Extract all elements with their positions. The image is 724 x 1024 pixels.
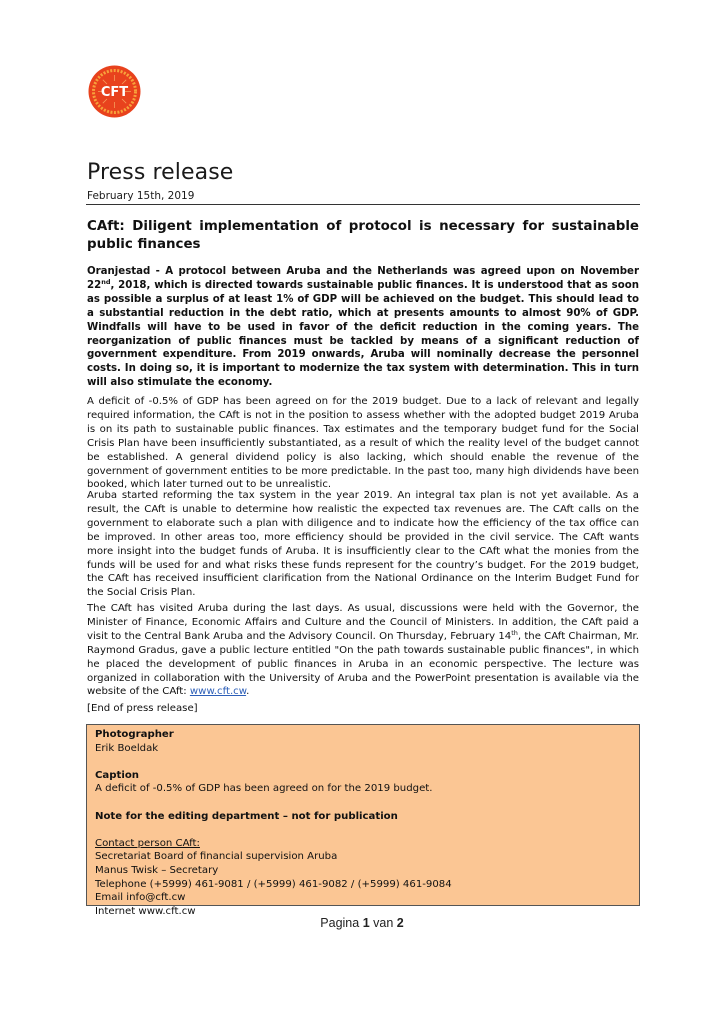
caption-label: Caption: [95, 769, 139, 781]
p3-text-1: The CAft has visited Aruba during the last days. As usual, discussions were held with the Governor, the Minister of Finance, Economic Affairs and Culture and the Council of Ministers. In addition, the CAft paid a visit to the Central Bank Aruba and the Advisory Council. On Thursday, February 14: [87, 603, 639, 642]
p3-text-2: , the CAft Chairman, Mr. Raymond Gradus, gave a public lecture entitled "On the path towards sustainable public finances", in which he placed the development of public finances in Aruba in an economic perspective. The lecture was organized in collaboration with the University of Aruba and the PowerPoint presentation is available via the website of the CAft:: [87, 630, 639, 698]
page-footer: [0, 916, 724, 930]
release-date: February 15th, 2019: [87, 190, 195, 202]
current-page-number: 1: [362, 916, 370, 930]
cft-logo-icon: [88, 65, 141, 118]
lead-superscript: nd: [101, 277, 111, 286]
body-paragraph-3: [87, 602, 639, 699]
svg-text:CFT: CFT: [100, 85, 129, 100]
header-divider: [86, 204, 640, 205]
contact-internet: Internet www.cft.cw: [95, 905, 196, 917]
headline: CAft: Diligent implementation of protocol is necessary for sustainable public finances: [87, 219, 639, 252]
body-paragraph-1: A deficit of -0.5% of GDP has been agreed on for the 2019 budget. Due to a lack of relevant and legally required information, the CAft is not in the position to assess whether with the adopted budget 2019 Aruba is on its path to sustainable public finances. Tax estimates and the temporary budget fund for the Social Crisis Plan have been insufficiently substantiated, as a result of which the reality level of the budget cannot be established. A general dividend policy is also lacking, which should enable the revenue of the government of government entities to be more predictable. In the past too, many high dividends have been booked, which later turned out to be unrealistic.: [87, 396, 639, 491]
contact-person: Manus Twisk – Secretary: [95, 864, 219, 876]
info-box: [86, 724, 640, 917]
contact-label: Contact person CAft:: [95, 837, 200, 849]
photographer-label: Photographer: [95, 729, 174, 740]
lead-text-1: Oranjestad - A protocol between Aruba and the Netherlands was agreed upon on November 22: [87, 266, 639, 291]
body-paragraph-2: Aruba started reforming the tax system in the year 2019. An integral tax plan is not yet available. As a result, the CAft is unable to determine how realistic the expected tax revenues are. The CAft calls on the government to elaborate such a plan with diligence and to indicate how the efficiency of the tax office can be improved. In other areas too, more efficiency should be provided in the civil service. The CAft wants more insight into the budget funds of Aruba. It is insufficiently clear to the CAft what the monies from the funds will be used for and what risks these funds represent for the country’s budget. For the 2019 budget, the CAft has received insufficient clarification from the National Ordinance on the Interim Budget Fund for the Social Crisis Plan.: [87, 490, 639, 599]
total-pages: 2: [396, 916, 404, 930]
lead-text-2: , 2018, which is directed towards sustainable public finances. It is understood that as soon as possible a surplus of at least 1% of GDP will be achieved on the budget. This should lead to a substantial reduction in the debt ratio, which at presents amounts to almost 90% of GDP. Windfalls will have to be used in favor of the deficit reduction in the coming years. The reorganization of public finances must be tackled by means of a significant reduction of government expenditure. From 2019 onwards, Aruba will nominally decrease the personnel costs. In doing so, it is important to modernize the tax system with determination. This in turn will also stimulate the economy.: [87, 279, 639, 389]
website-link[interactable]: www.cft.cw: [189, 686, 247, 698]
contact-org: Secretariat Board of financial supervision Aruba: [95, 851, 338, 863]
editor-note: Note for the editing department – not for publication: [95, 810, 398, 822]
spacer: [95, 796, 631, 810]
spacer: [95, 823, 631, 837]
footer-prefix: Pagina: [320, 916, 363, 930]
caption-text: A deficit of -0.5% of GDP has been agreed on for the 2019 budget.: [95, 783, 433, 795]
contact-email: Email info@cft.cw: [95, 892, 186, 904]
end-of-release-note: [End of press release]: [87, 703, 198, 714]
footer-middle: van: [369, 916, 397, 930]
p3-text-end: .: [246, 686, 250, 698]
spacer: [95, 755, 631, 769]
contact-telephone: Telephone (+5999) 461-9081 / (+5999) 461-9082 / (+5999) 461-9084: [95, 878, 452, 890]
photographer-name: Erik Boeldak: [95, 742, 159, 754]
p3-superscript: th: [511, 628, 518, 637]
lead-paragraph: [87, 265, 639, 390]
cft-logo: [88, 65, 141, 118]
page-title: Press release: [87, 160, 234, 185]
